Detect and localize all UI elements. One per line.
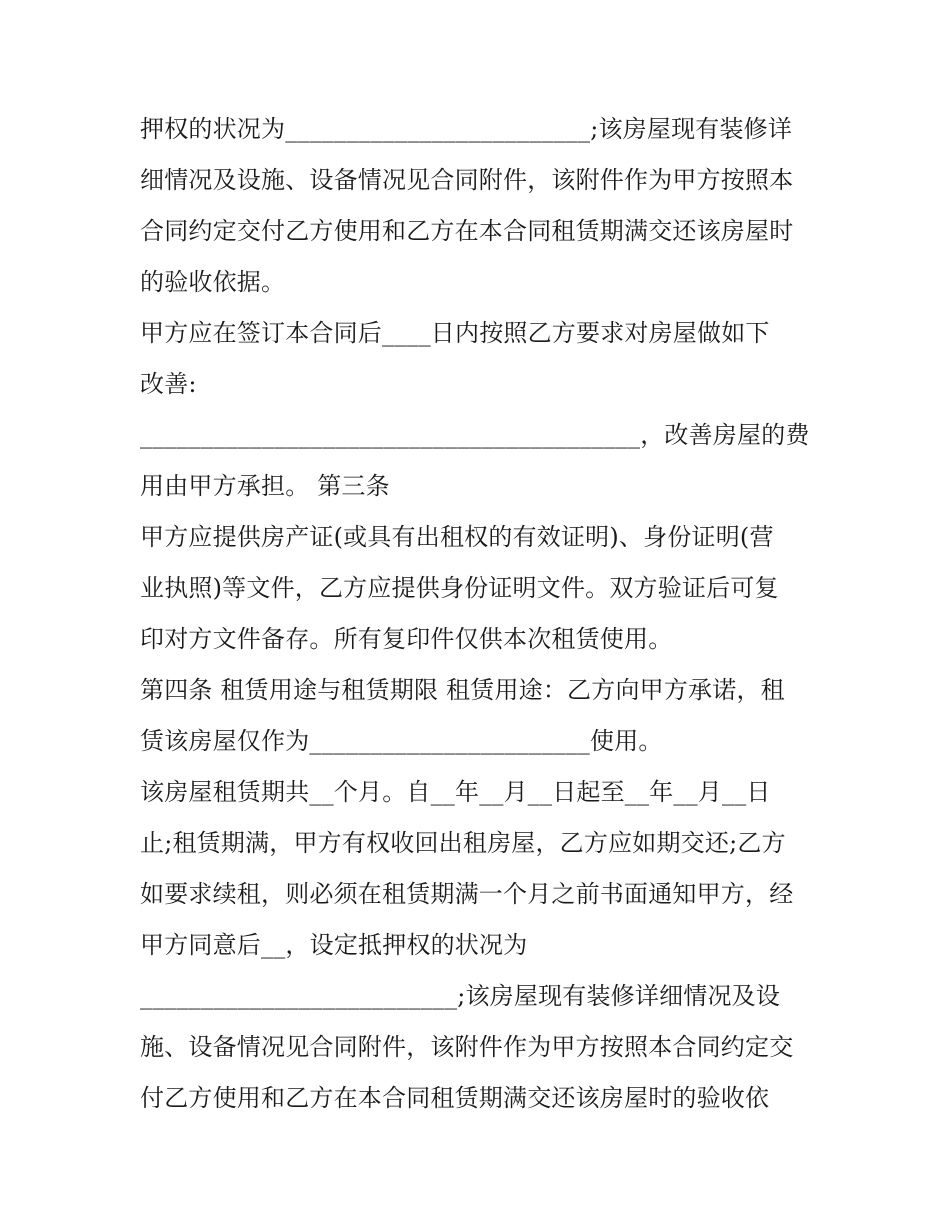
text-line: 付乙方使用和乙方在本合同租赁期满交还该房屋时的验收依 [140,1084,770,1112]
text-line: _________________________________________，改善房屋的费 [140,421,810,449]
text-line: 止;租赁期满，甲方有权收回出租房屋，乙方应如期交还;乙方 [140,829,786,857]
text-line: 合同约定交付乙方使用和乙方在本合同租赁期满交还该房屋时 [140,217,794,245]
text-line: 用由甲方承担。 第三条 [140,472,390,500]
text-line: 甲方应在签订本合同后____日内按照乙方要求对房屋做如下 [140,319,770,347]
text-line: 印对方文件备存。所有复印件仅供本次租赁使用。 [140,625,673,653]
text-line: 该房屋租赁期共__个月。自__年__月__日起至__年__月__日 [140,778,771,806]
text-line: 押权的状况为_________________________;该房屋现有装修详 [140,115,793,143]
text-line: 第四条 租赁用途与租赁期限 租赁用途：乙方向甲方承诺，租 [140,676,785,704]
text-line: 甲方应提供房产证(或具有出租权的有效证明)、身份证明(营 [140,523,774,551]
text-line: 细情况及设施、设备情况见合同附件，该附件作为甲方按照本 [140,166,794,194]
text-line: 赁该房屋仅作为_______________________使用。 [140,727,663,755]
text-line: 施、设备情况见合同附件，该附件作为甲方按照本合同约定交 [140,1033,794,1061]
text-line: 甲方同意后__，设定抵押权的状况为 [140,931,528,959]
text-line: 的验收依据。 [140,268,286,296]
text-line: 改善: [140,370,197,398]
text-line: __________________________;该房屋现有装修详细情况及设 [140,982,781,1010]
text-line: 如要求续租，则必须在租赁期满一个月之前书面通知甲方，经 [140,880,794,908]
text-line: 业执照)等文件，乙方应提供身份证明文件。双方验证后可复 [140,574,779,602]
